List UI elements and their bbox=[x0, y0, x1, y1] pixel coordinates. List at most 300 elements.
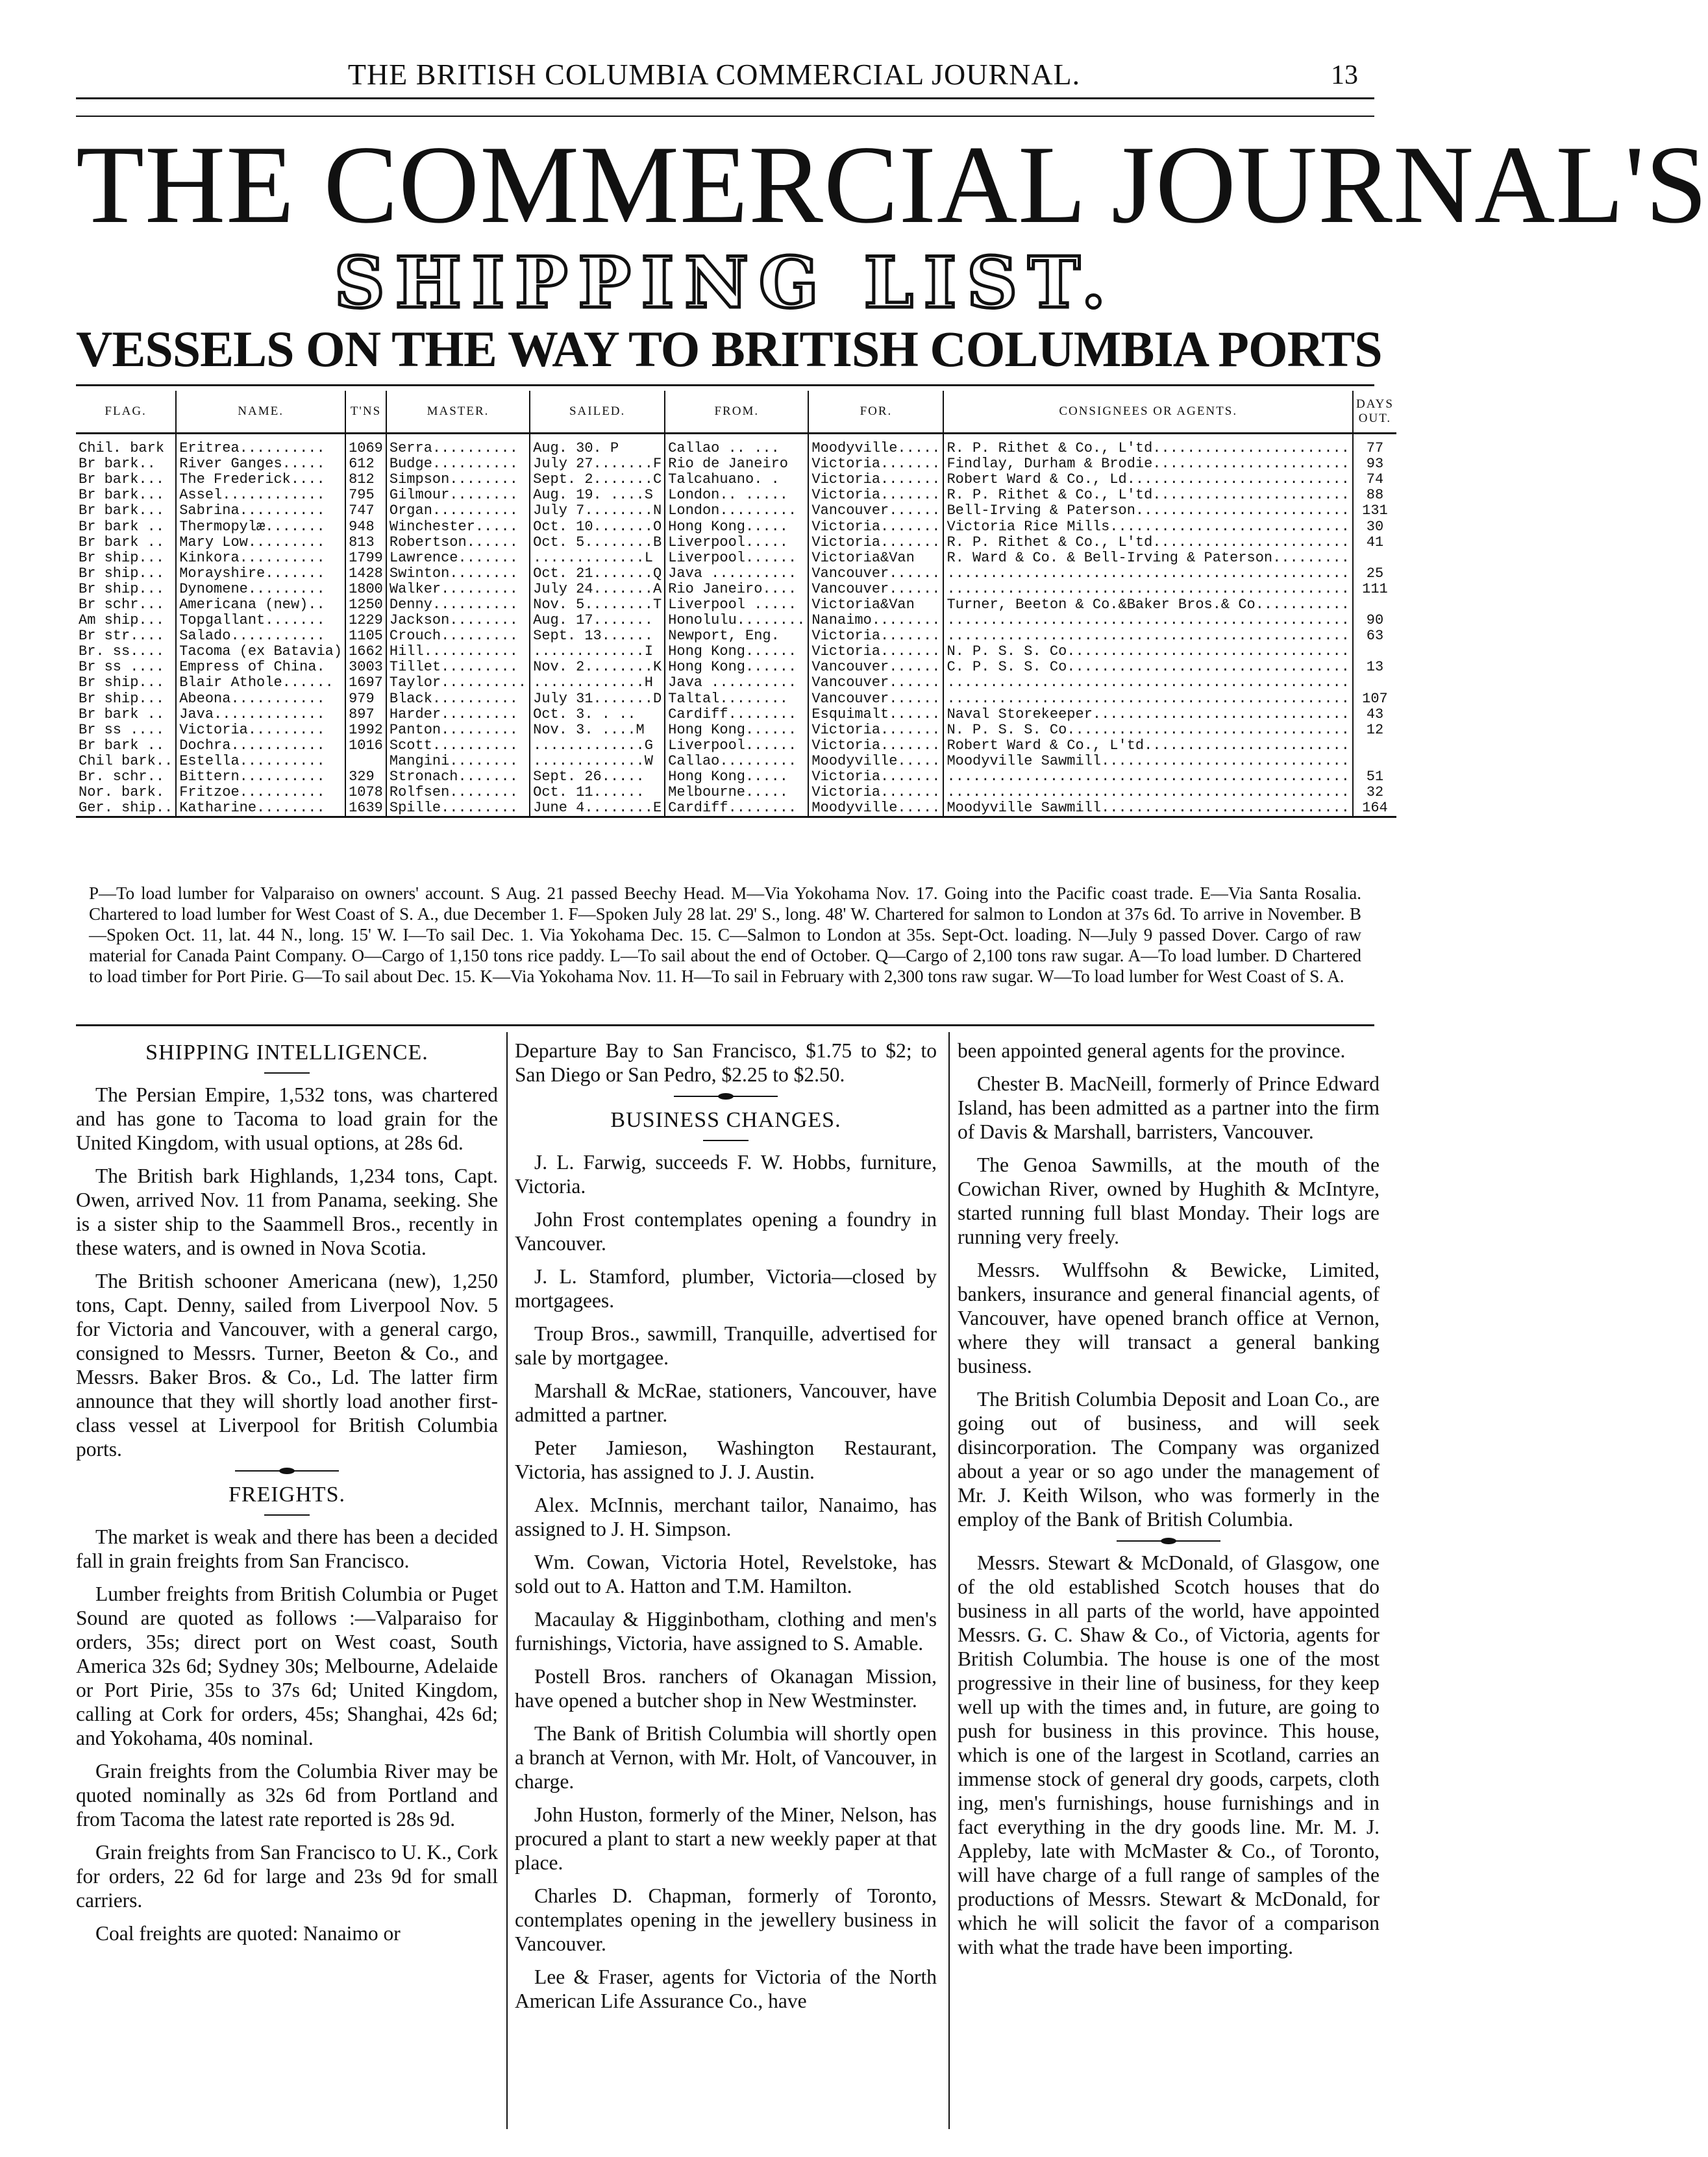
table-cell: Vancouver...... bbox=[808, 503, 943, 519]
masthead-title: THE COMMERCIAL JOURNAL'S bbox=[76, 123, 1708, 247]
table-row bbox=[76, 628, 1396, 644]
table-cell: Honolulu........ bbox=[665, 613, 808, 628]
table-cell: Thermopylæ....... bbox=[176, 519, 345, 534]
table-cell: Victoria....... bbox=[808, 628, 943, 644]
table-cell: Bell-Irving & Paterson......................... bbox=[943, 503, 1353, 519]
table-cell: 1428 bbox=[345, 566, 386, 582]
table-cell: Denny.......... bbox=[386, 597, 530, 613]
table-cell: Java............. bbox=[176, 707, 345, 722]
table-cell: Morayshire....... bbox=[176, 566, 345, 582]
col-header: CONSIGNEES OR AGENTS. bbox=[943, 391, 1353, 434]
table-cell: Br bark.. bbox=[76, 456, 176, 472]
shipping-table bbox=[76, 391, 1396, 818]
table-cell: Br ship... bbox=[76, 675, 176, 691]
table-cell: Oct. 21.......Q bbox=[530, 566, 665, 582]
paragraph: Messrs. Stewart & McDonald, of Glasgow, one of the old established Scotch houses that do business in all parts of the world, have appointed Messrs. G. C. Shaw & Co., of Victoria, agents for British Columbia. The house is one of the most progressive in their line of business, for they keep well up with the times and, in future, are going to push for business in this province. This house, which is one of the largest in Scotland, carries an immense stock of general dry goods, carpets, cloth ing, men's furnishings, house furnishings and in fact everything in the dry goods line. Mr. M. J. Appleby, late with McMaster & Co., of Toronto, will have charge of a full range of samples of the productions of Messrs. Stewart & McDonald, for which he will solicit the favor of a comparison with what the trade have been importing. bbox=[958, 1551, 1380, 1958]
table-cell: Hong Kong...... bbox=[665, 722, 808, 738]
table-row bbox=[76, 566, 1396, 582]
table-cell: Victoria&Van bbox=[808, 597, 943, 613]
table-cell: June 4........E bbox=[530, 800, 665, 817]
table-cell: Taylor.......... bbox=[386, 675, 530, 691]
table-cell: Jackson........ bbox=[386, 613, 530, 628]
table-cell: Br schr... bbox=[76, 597, 176, 613]
header-rule-double bbox=[76, 116, 1374, 117]
paragraph: The British bark Highlands, 1,234 tons, Capt. Owen, arrived Nov. 11 from Panama, seeking. She is a sister ship to the Saammell Bros., recently in these waters, and is owned in Nova Scotia. bbox=[76, 1165, 498, 1259]
table-top-rule bbox=[76, 384, 1374, 386]
table-cell: Americana (new).. bbox=[176, 597, 345, 613]
table-cell bbox=[1353, 754, 1396, 769]
col-header: T'NS bbox=[345, 391, 386, 434]
table-cell: C. P. S. S. Co................................. bbox=[943, 659, 1353, 675]
table-cell: Br ship... bbox=[76, 691, 176, 707]
table-cell: Br bark .. bbox=[76, 738, 176, 754]
table-cell: Sabrina.......... bbox=[176, 503, 345, 519]
col-header: FOR. bbox=[808, 391, 943, 434]
table-cell: ............................................... bbox=[943, 613, 1353, 628]
table-row bbox=[76, 434, 1396, 457]
table-cell: R. P. Rithet & Co., L'td....................... bbox=[943, 434, 1353, 457]
table-cell: Br ss .... bbox=[76, 659, 176, 675]
table-cell: Aug. 17....... bbox=[530, 613, 665, 628]
table-cell: Liverpool..... bbox=[665, 535, 808, 550]
masthead-subtitle: SHIPPING LIST. bbox=[334, 242, 1117, 324]
table-cell: 1697 bbox=[345, 675, 386, 691]
table-cell: Victoria....... bbox=[808, 738, 943, 754]
paragraph: The Persian Empire, 1,532 tons, was chartered and has gone to Tacoma to load grain for the United Kingdom, with usual options, at 28s 6d. bbox=[76, 1083, 498, 1154]
table-cell: 1105 bbox=[345, 628, 386, 644]
paragraph: The Bank of British Columbia will shortly open a branch at Vernon, with Mr. Holt, of Vancouver, in charge. bbox=[515, 1722, 937, 1793]
table-cell: R. P. Rithet & Co., L'td....................... bbox=[943, 487, 1353, 503]
heading-freights: FREIGHTS. bbox=[229, 1483, 345, 1507]
table-cell: Rio de Janeiro bbox=[665, 456, 808, 472]
table-cell: Vancouver...... bbox=[808, 582, 943, 597]
table-cell: Dochra........... bbox=[176, 738, 345, 754]
table-cell: 77 bbox=[1366, 440, 1384, 457]
table-cell: Budge.......... bbox=[386, 456, 530, 472]
paragraph: The Genoa Sawmills, at the mouth of the Cowichan River, owned by Hughith & McIntyre, started running full blast Monday. Their logs are running very freely. bbox=[958, 1153, 1380, 1248]
table-cell: Bittern.......... bbox=[176, 769, 345, 785]
table-row bbox=[76, 659, 1396, 675]
table-cell: Aug. 19. ....S bbox=[530, 487, 665, 503]
paragraph: John Frost contemplates opening a foundry in Vancouver. bbox=[515, 1208, 937, 1255]
table-cell: July 7........N bbox=[530, 503, 665, 519]
table-cell: 74 bbox=[1366, 471, 1384, 488]
heading-rule bbox=[703, 1140, 749, 1141]
table-row bbox=[76, 519, 1396, 534]
paragraph: Postell Bros. ranchers of Okanagan Mission, have opened a butcher shop in New Westminster. bbox=[515, 1665, 937, 1712]
table-cell: ............................................... bbox=[943, 628, 1353, 644]
paragraph: Grain freights from San Francisco to U. K., Cork for orders, 22 6d for large and 23s 9d for small carriers. bbox=[76, 1841, 498, 1912]
table-cell: R. Ward & Co. & Bell-Irving & Paterson......... bbox=[943, 550, 1353, 566]
column-divider bbox=[948, 1032, 950, 2129]
table-cell: Oct. 10.......O bbox=[530, 519, 665, 534]
table-cell: 164 bbox=[1353, 800, 1396, 817]
table-cell: Cardiff........ bbox=[665, 707, 808, 722]
table-cell: .............G bbox=[530, 738, 665, 754]
table-cell bbox=[1353, 644, 1396, 659]
table-row bbox=[76, 472, 1396, 487]
table-cell: Br ss .... bbox=[76, 722, 176, 738]
table-cell: Findlay, Durham & Brodie....................... bbox=[943, 456, 1353, 472]
table-cell: 25 bbox=[1366, 565, 1384, 582]
running-title: THE BRITISH COLUMBIA COMMERCIAL JOURNAL. bbox=[347, 58, 1081, 91]
paragraph: The British schooner Americana (new), 1,250 tons, Capt. Denny, sailed from Liverpool Nov. 5 for Victoria and Vancouver, with a general cargo, consigned to Messrs. Turner, Beeton & Co., and Messrs. Baker Bros. & Co., Ld. The latter firm announce that they will shortly load another first-class vessel at Liverpool for British Columbia ports. bbox=[76, 1270, 498, 1461]
table-cell: Stronach....... bbox=[386, 769, 530, 785]
column-left bbox=[76, 1039, 498, 1954]
table-cell: Liverpool...... bbox=[665, 550, 808, 566]
table-cell: 1229 bbox=[345, 613, 386, 628]
paragraph: Marshall & McRae, stationers, Vancouver, have admitted a partner. bbox=[515, 1379, 937, 1426]
table-cell: London......... bbox=[665, 503, 808, 519]
heading-business-changes: BUSINESS CHANGES. bbox=[610, 1108, 841, 1132]
paragraph: Charles D. Chapman, formerly of Toronto, contemplates opening in the jewellery business in Vancouver. bbox=[515, 1884, 937, 1955]
table-cell: 131 bbox=[1362, 502, 1388, 519]
table-cell: 93 bbox=[1366, 456, 1384, 473]
paragraph: Lumber freights from British Columbia or Puget Sound are quoted as follows :—Valparaiso for orders, 35s; direct port on West coast, South America 32s 6d; Sydney 30s; Melbourne, Adelaide or Port Pirie, 35s to 37s 6d; United Kingdom, calling at Cork for orders, 45s; Shanghai, 42s 6d; and Yokohama, 40s nominal. bbox=[76, 1583, 498, 1749]
table-cell: Chil. bark bbox=[76, 434, 176, 457]
table-cell: Serra.......... bbox=[386, 434, 530, 457]
section-separator bbox=[235, 1470, 339, 1472]
col-header: DAYS OUT. bbox=[1353, 391, 1396, 434]
table-cell: July 27.......F bbox=[530, 456, 665, 472]
table-cell bbox=[345, 754, 386, 769]
table-cell: Walker......... bbox=[386, 582, 530, 597]
table-cell: 1992 bbox=[345, 722, 386, 738]
paragraph: J. L. Farwig, succeeds F. W. Hobbs, furniture, Victoria. bbox=[515, 1151, 937, 1198]
paragraph: Lee & Fraser, agents for Victoria of the North American Life Assurance Co., have bbox=[515, 1966, 937, 2012]
table-cell: Br ship... bbox=[76, 566, 176, 582]
table-row bbox=[76, 675, 1396, 691]
col-header: SAILED. bbox=[530, 391, 665, 434]
table-cell: 795 bbox=[345, 487, 386, 503]
table-cell: Victoria......... bbox=[176, 722, 345, 738]
table-cell: Esquimalt...... bbox=[808, 707, 943, 722]
table-cell: 747 bbox=[345, 503, 386, 519]
table-cell: Crouch......... bbox=[386, 628, 530, 644]
table-cell: 1639 bbox=[345, 800, 386, 817]
table-cell: Nanaimo........ bbox=[808, 613, 943, 628]
table-cell: 3003 bbox=[345, 659, 386, 675]
column-right bbox=[958, 1039, 1380, 1968]
table-cell: Assel............ bbox=[176, 487, 345, 503]
table-cell: Callao......... bbox=[665, 754, 808, 769]
table-cell: Br bark .. bbox=[76, 519, 176, 534]
table-cell: 43 bbox=[1366, 706, 1384, 722]
table-cell: Mary Low......... bbox=[176, 535, 345, 550]
table-cell: .............H bbox=[530, 675, 665, 691]
table-cell: 111 bbox=[1362, 580, 1388, 597]
table-cell: Blair Athole...... bbox=[176, 675, 345, 691]
table-cell: ............................................... bbox=[943, 566, 1353, 582]
heading-rule bbox=[264, 1514, 310, 1516]
table-cell: River Ganges..... bbox=[176, 456, 345, 472]
table-cell: Turner, Beeton & Co.&Baker Bros.& Co........... bbox=[943, 597, 1353, 613]
table-cell: Robert Ward & Co., L'td........................ bbox=[943, 738, 1353, 754]
table-cell: N. P. S. S. Co................................. bbox=[943, 722, 1353, 738]
table-cell: Moodyville Sawmill............................. bbox=[943, 800, 1353, 817]
table-cell: Rolfsen........ bbox=[386, 785, 530, 800]
paragraph: Grain freights from the Columbia River may be quoted nominally as 32s 6d from Portland and from Tacoma the latest rate reported is 28s 9d. bbox=[76, 1760, 498, 1830]
table-row bbox=[76, 754, 1396, 769]
paragraph: Chester B. MacNeill, formerly of Prince Edward Island, has been admitted as a partner into the firm of Davis & Marshall, barristers, Vancouver. bbox=[958, 1072, 1380, 1143]
table-cell: 51 bbox=[1366, 769, 1384, 785]
table-cell: Liverpool...... bbox=[665, 738, 808, 754]
table-cell: Victoria Rice Mills............................ bbox=[943, 519, 1353, 534]
column-divider bbox=[506, 1032, 508, 2129]
paragraph: Messrs. Wulffsohn & Bewicke, Limited, bankers, insurance and general financial agents, of Vancouver, have opened branch office at Vernon, where they will transact a general banking business. bbox=[958, 1259, 1380, 1377]
table-cell: .............L bbox=[530, 550, 665, 566]
table-cell: 32 bbox=[1366, 784, 1384, 801]
table-cell: Vancouver...... bbox=[808, 566, 943, 582]
table-cell: Robert Ward & Co., Ld.......................... bbox=[943, 472, 1353, 487]
table-cell: Hong Kong..... bbox=[665, 519, 808, 534]
table-cell: 1016 bbox=[345, 738, 386, 754]
table-cell: 1069 bbox=[345, 434, 386, 457]
table-cell: Victoria....... bbox=[808, 722, 943, 738]
table-cell: 897 bbox=[345, 707, 386, 722]
heading-shipping-intelligence: SHIPPING INTELLIGENCE. bbox=[145, 1041, 428, 1065]
table-cell: Sept. 13...... bbox=[530, 628, 665, 644]
col-header: MASTER. bbox=[386, 391, 530, 434]
table-cell: Br str.... bbox=[76, 628, 176, 644]
table-cell: Lawrence....... bbox=[386, 550, 530, 566]
table-cell: Chil bark.. bbox=[76, 754, 176, 769]
table-cell bbox=[1353, 738, 1396, 754]
table-cell: 12 bbox=[1366, 721, 1384, 738]
table-cell: Nor. bark. bbox=[76, 785, 176, 800]
table-cell: Scott.......... bbox=[386, 738, 530, 754]
table-cell: 1800 bbox=[345, 582, 386, 597]
table-cell: Br bark... bbox=[76, 503, 176, 519]
table-cell: Victoria....... bbox=[808, 519, 943, 534]
table-cell: Spille......... bbox=[386, 800, 530, 817]
table-cell: Victoria....... bbox=[808, 472, 943, 487]
table-cell: Naval Storekeeper.............................. bbox=[943, 707, 1353, 722]
table-cell: Cardiff........ bbox=[665, 800, 808, 817]
table-row bbox=[76, 707, 1396, 722]
table-cell: Vancouver...... bbox=[808, 659, 943, 675]
table-cell: Oct. 5........B bbox=[530, 535, 665, 550]
paragraph: The British Columbia Deposit and Loan Co., are going out of business, and will seek disincorporation. The Company was organized about a year or so ago under the management of Mr. J. Keith Wilson, who was formerly in the employ of the Bank of British Columbia. bbox=[958, 1388, 1380, 1531]
table-cell: Nov. 2........K bbox=[530, 659, 665, 675]
paragraph: Wm. Cowan, Victoria Hotel, Revelstoke, has sold out to A. Hatton and T.M. Hamilton. bbox=[515, 1551, 937, 1597]
table-cell: Oct. 11...... bbox=[530, 785, 665, 800]
paragraph: Departure Bay to San Francisco, $1.75 to $2; to San Diego or San Pedro, $2.25 to $2.50. bbox=[515, 1039, 937, 1086]
paragraph: Alex. McInnis, merchant tailor, Nanaimo, has assigned to J. H. Simpson. bbox=[515, 1494, 937, 1540]
table-cell: 107 bbox=[1362, 690, 1388, 707]
table-row bbox=[76, 785, 1396, 800]
table-cell: Moodyville..... bbox=[808, 754, 943, 769]
table-cell: ............................................... bbox=[943, 785, 1353, 800]
table-cell: Taltal........ bbox=[665, 691, 808, 707]
paragraph: John Huston, formerly of the Miner, Nelson, has procured a plant to start a new weekly paper at that place. bbox=[515, 1803, 937, 1874]
table-cell: 1078 bbox=[345, 785, 386, 800]
table-cell: Oct. 3. . .. bbox=[530, 707, 665, 722]
table-cell: 41 bbox=[1366, 534, 1384, 550]
table-cell: Empress of China. bbox=[176, 659, 345, 675]
table-row bbox=[76, 613, 1396, 628]
table-cell: Hill........... bbox=[386, 644, 530, 659]
table-cell: Mangini........ bbox=[386, 754, 530, 769]
table-cell: Java .......... bbox=[665, 566, 808, 582]
table-cell: Hong Kong..... bbox=[665, 769, 808, 785]
table-cell: Vancouver...... bbox=[808, 691, 943, 707]
table-cell: Fritzoe.......... bbox=[176, 785, 345, 800]
table-cell: Victoria....... bbox=[808, 487, 943, 503]
table-row bbox=[76, 582, 1396, 597]
table-cell: Harder......... bbox=[386, 707, 530, 722]
table-cell: Nov. 3. ....M bbox=[530, 722, 665, 738]
table-cell: Moodyville Sawmill............................. bbox=[943, 754, 1353, 769]
table-cell: Simpson........ bbox=[386, 472, 530, 487]
table-cell: Newport, Eng. bbox=[665, 628, 808, 644]
table-cell: Talcahuano. . bbox=[665, 472, 808, 487]
table-cell: 812 bbox=[345, 472, 386, 487]
paragraph: been appointed general agents for the province. bbox=[958, 1039, 1346, 1062]
table-cell: Br bark... bbox=[76, 487, 176, 503]
table-cell: Tacoma (ex Batavia) bbox=[176, 644, 345, 659]
table-cell: Abeona........... bbox=[176, 691, 345, 707]
table-cell: Nov. 5........T bbox=[530, 597, 665, 613]
table-cell: Organ.......... bbox=[386, 503, 530, 519]
table-cell: Br ship... bbox=[76, 582, 176, 597]
table-row bbox=[76, 800, 1396, 817]
footnotes-rule bbox=[76, 1024, 1374, 1026]
table-row bbox=[76, 456, 1396, 472]
table-cell: Swinton........ bbox=[386, 566, 530, 582]
table-cell: 88 bbox=[1366, 487, 1384, 504]
table-row bbox=[76, 769, 1396, 785]
table-footnotes: P—To load lumber for Valparaiso on owners' account. S Aug. 21 passed Beechy Head. M—Via Yokohama Nov. 17. Going into the Pacific coast trade. E—Via Santa Rosalia. Chartered to load lumber for West Coast of S. A., due December 1. F—Spoken July 28 lat. 29' S., long. 48' W. Chartered for salmon to London at 37s 6d. To arrive in November. B—Spoken Oct. 11, lat. 44 N., long. 15' W. I—To sail Dec. 1. Via Yokohama Dec. 15. C—Salmon to London at 35s. Sept-Oct. loading. N—July 9 passed Dover. Cargo of raw material for Canada Paint Company. O—Cargo of 1,150 tons rice paddy. L—To sail about the end of October. Q—Cargo of 2,100 tons raw sugar. A—To load lumber. D Chartered to load timber for Port Pirie. G—To sail about Dec. 15. K—Via Yokohama Nov. 11. H—To sail in February with 2,300 tons raw sugar. W—To load lumber for West Coast of S. A. bbox=[89, 883, 1361, 986]
table-cell: Sept. 2.......C bbox=[530, 472, 665, 487]
table-cell bbox=[1353, 550, 1396, 566]
table-cell: 612 bbox=[345, 456, 386, 472]
table-cell: Salado........... bbox=[176, 628, 345, 644]
table-cell: July 31.......D bbox=[530, 691, 665, 707]
table-cell: ............................................... bbox=[943, 582, 1353, 597]
table-cell: 1799 bbox=[345, 550, 386, 566]
table-row bbox=[76, 597, 1396, 613]
table-row bbox=[76, 535, 1396, 550]
paragraph: J. L. Stamford, plumber, Victoria—closed by mortgagees. bbox=[515, 1265, 937, 1312]
table-cell: July 24.......A bbox=[530, 582, 665, 597]
table-cell: Dynomene......... bbox=[176, 582, 345, 597]
table-cell: 63 bbox=[1366, 628, 1384, 645]
table-cell: .............I bbox=[530, 644, 665, 659]
table-row bbox=[76, 503, 1396, 519]
table-row bbox=[76, 738, 1396, 754]
table-cell bbox=[1353, 675, 1396, 691]
table-cell: Eritrea.......... bbox=[176, 434, 345, 457]
table-cell: ............................................... bbox=[943, 691, 1353, 707]
table-cell: Panton......... bbox=[386, 722, 530, 738]
table-cell: Hong Kong...... bbox=[665, 659, 808, 675]
table-row bbox=[76, 487, 1396, 503]
table-cell: Winchester..... bbox=[386, 519, 530, 534]
table-cell: Melbourne..... bbox=[665, 785, 808, 800]
table-cell: Victoria&Van bbox=[808, 550, 943, 566]
heading-rule bbox=[264, 1072, 310, 1074]
table-row bbox=[76, 722, 1396, 738]
table-cell: Rio Janeiro.... bbox=[665, 582, 808, 597]
table-cell: London.. ..... bbox=[665, 487, 808, 503]
table-cell: 329 bbox=[345, 769, 386, 785]
table-cell: Robertson...... bbox=[386, 535, 530, 550]
table-cell: Br bark .. bbox=[76, 707, 176, 722]
table-cell: 30 bbox=[1366, 518, 1384, 535]
table-cell: Estella.......... bbox=[176, 754, 345, 769]
table-cell: Katharine........ bbox=[176, 800, 345, 817]
table-cell: Black.......... bbox=[386, 691, 530, 707]
paragraph: Coal freights are quoted: Nanaimo or bbox=[95, 1922, 401, 1945]
table-cell: 1250 bbox=[345, 597, 386, 613]
table-cell: Victoria....... bbox=[808, 644, 943, 659]
page-number: 13 bbox=[1331, 60, 1358, 90]
table-cell: 1662 bbox=[345, 644, 386, 659]
table-cell: Br. ss.... bbox=[76, 644, 176, 659]
table-cell: Moodyville..... bbox=[808, 800, 943, 817]
table-cell: Sept. 26..... bbox=[530, 769, 665, 785]
table-cell: Ger. ship.. bbox=[76, 800, 176, 817]
column-middle bbox=[515, 1039, 937, 2022]
table-cell: Victoria....... bbox=[808, 456, 943, 472]
table-header-row bbox=[76, 391, 1396, 434]
col-header: NAME. bbox=[176, 391, 345, 434]
table-cell: ............................................... bbox=[943, 769, 1353, 785]
table-cell: 813 bbox=[345, 535, 386, 550]
table-cell: Aug. 30. P bbox=[530, 434, 665, 457]
section-separator bbox=[1117, 1540, 1220, 1542]
section-title: VESSELS ON THE WAY TO BRITISH COLUMBIA PORTS bbox=[76, 321, 1382, 377]
table-cell: 948 bbox=[345, 519, 386, 534]
table-cell: Br ship... bbox=[76, 550, 176, 566]
table-cell: Moodyville..... bbox=[808, 434, 943, 457]
table-cell: The Frederick.... bbox=[176, 472, 345, 487]
table-cell: Br bark .. bbox=[76, 535, 176, 550]
table-cell: 13 bbox=[1366, 659, 1384, 676]
col-header: FROM. bbox=[665, 391, 808, 434]
col-header: FLAG. bbox=[76, 391, 176, 434]
table-cell: Kinkora.......... bbox=[176, 550, 345, 566]
table-cell: Tillet......... bbox=[386, 659, 530, 675]
paragraph: Macaulay & Higginbotham, clothing and men's furnishings, Victoria, have assigned to S. Amable. bbox=[515, 1608, 937, 1655]
paragraph: Peter Jamieson, Washington Restaurant, Victoria, has assigned to J. J. Austin. bbox=[515, 1436, 937, 1483]
table-cell: Victoria....... bbox=[808, 785, 943, 800]
table-cell: Br. schr.. bbox=[76, 769, 176, 785]
table-cell: Topgallant....... bbox=[176, 613, 345, 628]
section-separator bbox=[674, 1096, 778, 1097]
table-cell: Callao .. ... bbox=[665, 434, 808, 457]
table-cell: Hong Kong...... bbox=[665, 644, 808, 659]
table-row bbox=[76, 550, 1396, 566]
table-cell bbox=[1353, 597, 1396, 613]
table-row bbox=[76, 644, 1396, 659]
table-body bbox=[76, 434, 1396, 817]
table-cell: Java .......... bbox=[665, 675, 808, 691]
table-cell: Gilmour........ bbox=[386, 487, 530, 503]
table-cell: 90 bbox=[1366, 612, 1384, 629]
table-cell: Br bark... bbox=[76, 472, 176, 487]
header-rule bbox=[76, 97, 1374, 99]
table-cell: 979 bbox=[345, 691, 386, 707]
table-cell: Liverpool ..... bbox=[665, 597, 808, 613]
table-row bbox=[76, 691, 1396, 707]
table-cell: N. P. S. S. Co................................. bbox=[943, 644, 1353, 659]
paragraph: Troup Bros., sawmill, Tranquille, advertised for sale by mortgagee. bbox=[515, 1322, 937, 1369]
paragraph: The market is weak and there has been a decided fall in grain freights from San Francisco. bbox=[76, 1525, 498, 1572]
table-cell: Victoria....... bbox=[808, 769, 943, 785]
table-cell: Victoria....... bbox=[808, 535, 943, 550]
